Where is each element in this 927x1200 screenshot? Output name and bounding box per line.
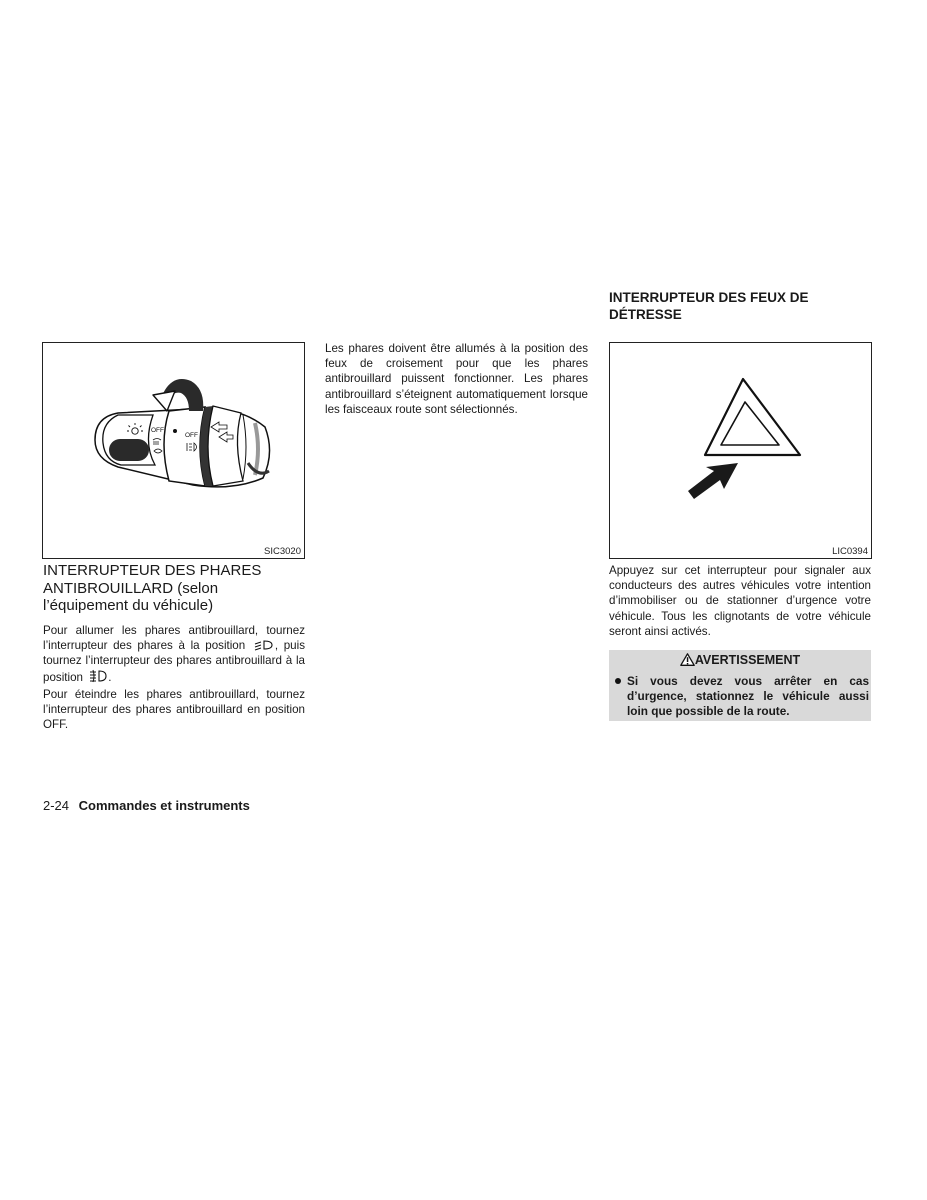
hazard-triangle-icon (610, 343, 871, 543)
hazard-switch-figure (609, 342, 872, 559)
switch-off-label-inner: OFF (151, 427, 164, 434)
fog-light-off-paragraph: Pour éteindre les phares antibrouillard, tournez l’interrupteur des phares antibrouillard en position OFF. (43, 688, 305, 732)
low-beam-headlight-icon (251, 639, 275, 651)
warning-triangle-icon (680, 653, 695, 666)
switch-off-label-outer: OFF (185, 432, 198, 439)
hazard-switch-heading: INTERRUPTEUR DES FEUX DE DÉTRESSE (609, 290, 809, 322)
fog-light-switch-figure (42, 342, 305, 559)
front-fog-light-icon (86, 669, 108, 683)
headlight-stalk-illustration (43, 343, 304, 543)
warning-bullet (615, 678, 621, 684)
figure-code: SIC3020 (264, 546, 301, 557)
fog-light-condition-paragraph: Les phares doivent être allumés à la position des feux de croisement pour que les phares antibrouillard puissent fonctionner. Les phares antibrouillard s’éteignent automatiquement lorsque les faisceaux route sont sélectionnés. (325, 342, 588, 416)
fog-light-switch-heading: INTERRUPTEUR DES PHARES ANTIBROUILLARD (selon l’équipement du véhicule) (43, 562, 262, 614)
figure-code: LIC0394 (832, 546, 868, 557)
warning-title: AVERTISSEMENT (609, 650, 871, 671)
warning-box (609, 650, 871, 721)
hazard-switch-paragraph: Appuyez sur cet interrupteur pour signaler aux conducteurs des autres véhicules votre intention d’immobiliser ou de stationner d’urgence votre véhicule. Tous les clignotants de votre véhicule seront ainsi activés. (609, 564, 871, 638)
section-title: Commandes et instruments (78, 798, 250, 813)
warning-item: Si vous devez vous arrêter en cas d’urgence, stationnez le véhicule aussi loin que possible de la route. (627, 674, 869, 719)
fog-light-on-paragraph: Pour allumer les phares antibrouillard, tournez l’interrupteur des phares à la position , puis tournez l’interrupteur des phares antibrouillard à la position . (43, 624, 305, 684)
page-footer (43, 798, 443, 814)
page-number: 2-24 (43, 798, 70, 813)
